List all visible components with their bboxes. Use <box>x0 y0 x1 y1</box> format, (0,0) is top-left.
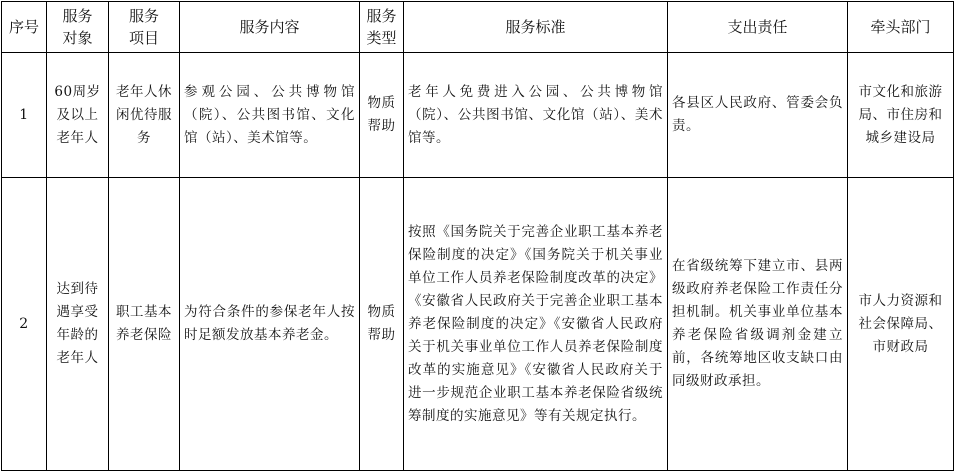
cell-content: 为符合条件的参保老年人按时足额发放基本养老金。 <box>180 178 360 471</box>
cell-item: 老年人休闲优待服务 <box>109 53 180 178</box>
header-item-text: 服务 项目 <box>128 7 159 47</box>
cell-standard: 按照《国务院关于完善企业职工基本养老保险制度的决定》《国务院关于机关事业单位工作人员养老保险制度改革的决定》《安徽省人民政府关于完善企业职工基本养老保险制度的决定》《安徽省人民政府关于机关事业单位工作人员养老保险制度改革的实施意见》《安徽省人民政府关于进一步规范企业职工基本养老保险省级统筹制度的实施意见》等有关规定执行。 <box>404 178 668 471</box>
cell-lead-dept: 市人力资源和社会保障局、市财政局 <box>848 178 954 471</box>
header-type <box>360 2 404 53</box>
cell-content: 参观公园、公共博物馆（院）、公共图书馆、文化馆（站）、美术馆等。 <box>180 53 360 178</box>
header-responsibility: 支出责任 <box>668 2 848 53</box>
header-content: 服务内容 <box>180 2 360 53</box>
header-item <box>109 2 180 53</box>
header-row <box>2 2 954 53</box>
cell-target: 达到待遇享受年龄的老年人 <box>47 178 109 471</box>
header-standard: 服务标准 <box>404 2 668 53</box>
cell-responsibility: 各县区人民政府、管委会负责。 <box>668 53 848 178</box>
header-seq: 序号 <box>2 2 47 53</box>
header-type-text: 服务 类型 <box>366 7 397 47</box>
service-table <box>1 1 954 471</box>
cell-type: 物质帮助 <box>360 178 404 471</box>
cell-seq: 2 <box>2 178 47 471</box>
header-target-text: 服务 对象 <box>62 7 93 47</box>
header-target <box>47 2 109 53</box>
table-row <box>2 178 954 471</box>
table-row <box>2 53 954 178</box>
cell-responsibility: 在省级统筹下建立市、县两级政府养老保险工作责任分担机制。机关事业单位基本养老保险省级调剂金建立前，各统筹地区收支缺口由同级财政承担。 <box>668 178 848 471</box>
cell-target: 60周岁及以上老年人 <box>47 53 109 178</box>
cell-standard: 老年人免费进入公园、公共博物馆（院）、公共图书馆、文化馆（站）、美术馆等。 <box>404 53 668 178</box>
header-lead-dept: 牵头部门 <box>848 2 954 53</box>
cell-lead-dept: 市文化和旅游局、市住房和城乡建设局 <box>848 53 954 178</box>
cell-type: 物质帮助 <box>360 53 404 178</box>
cell-seq: 1 <box>2 53 47 178</box>
cell-item: 职工基本养老保险 <box>109 178 180 471</box>
